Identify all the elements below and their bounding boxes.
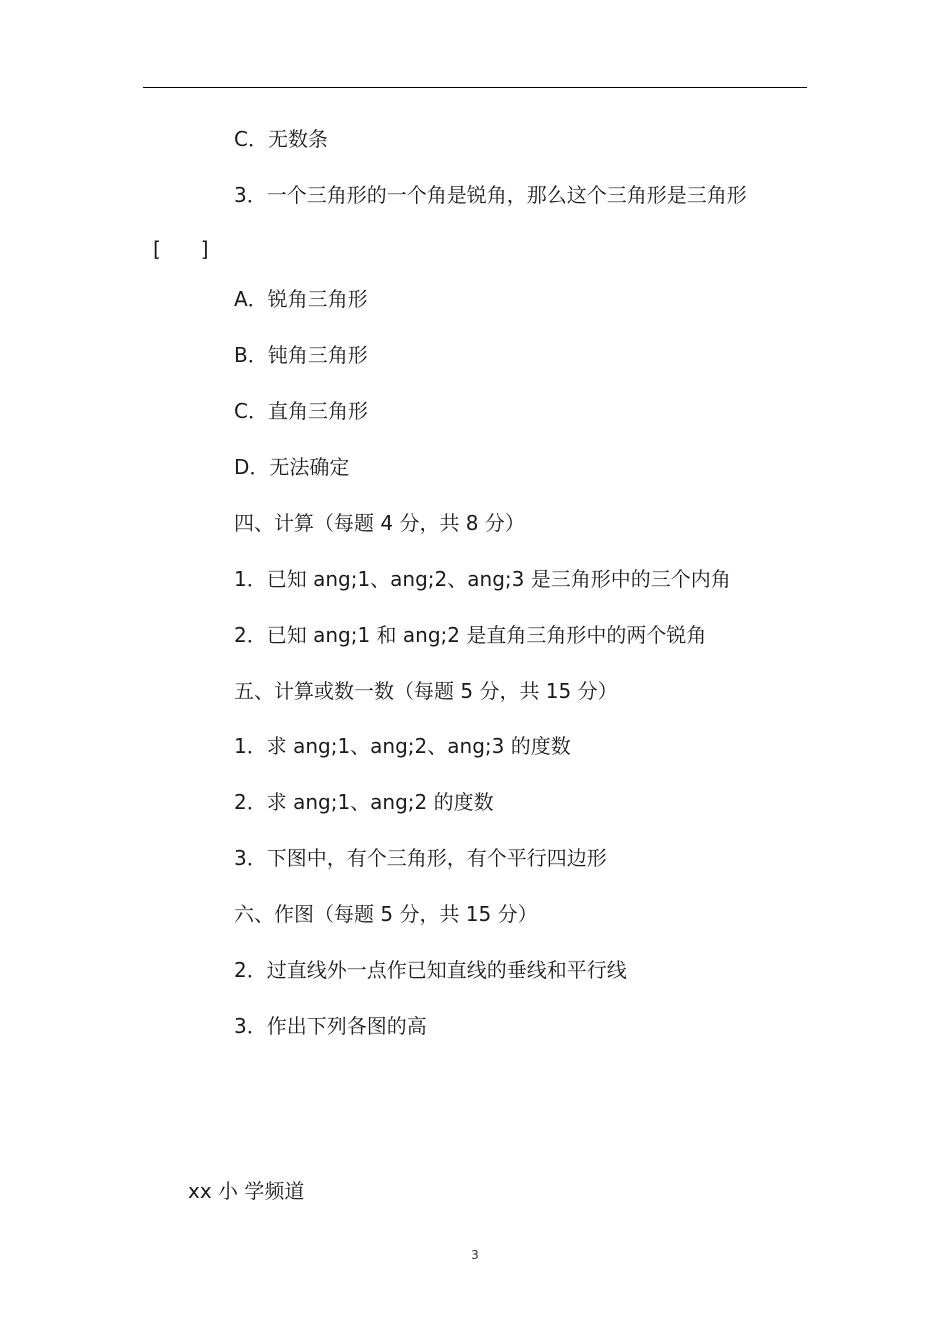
section-4-heading: 四、计算（每题 4 分，共 8 分） [234, 511, 525, 535]
section-5-item-3: 3．下图中，有个三角形，有个平行四边形 [234, 846, 607, 870]
option-c-unlimited: C．无数条 [234, 127, 328, 151]
question-3-text: 3．一个三角形的一个角是锐角，那么这个三角形是三角形 [234, 183, 747, 207]
section-5-item-2: 2．求 ang;1、ang;2 的度数 [234, 790, 494, 814]
section-6-item-3: 3．作出下列各图的高 [234, 1014, 427, 1038]
footer-site-name: xx 小 学频道 [188, 1179, 305, 1203]
option-c: C．直角三角形 [234, 399, 368, 423]
option-d: D．无法确定 [234, 455, 350, 479]
section-6-heading: 六、作图（每题 5 分，共 15 分） [234, 902, 538, 926]
header-rule [143, 87, 807, 88]
section-5-item-1: 1．求 ang;1、ang;2、ang;3 的度数 [234, 734, 571, 758]
section-5-heading: 五、计算或数一数（每题 5 分，共 15 分） [234, 679, 618, 703]
option-b: B．钝角三角形 [234, 343, 368, 367]
section-4-item-2: 2．已知 ang;1 和 ang;2 是直角三角形中的两个锐角 [234, 623, 707, 647]
section-6-item-2: 2．过直线外一点作已知直线的垂线和平行线 [234, 958, 627, 982]
answer-bracket: [ ] [153, 237, 209, 261]
option-a: A．锐角三角形 [234, 287, 368, 311]
page-number: 3 [471, 1248, 479, 1262]
section-4-item-1: 1．已知 ang;1、ang;2、ang;3 是三角形中的三个内角 [234, 567, 731, 591]
